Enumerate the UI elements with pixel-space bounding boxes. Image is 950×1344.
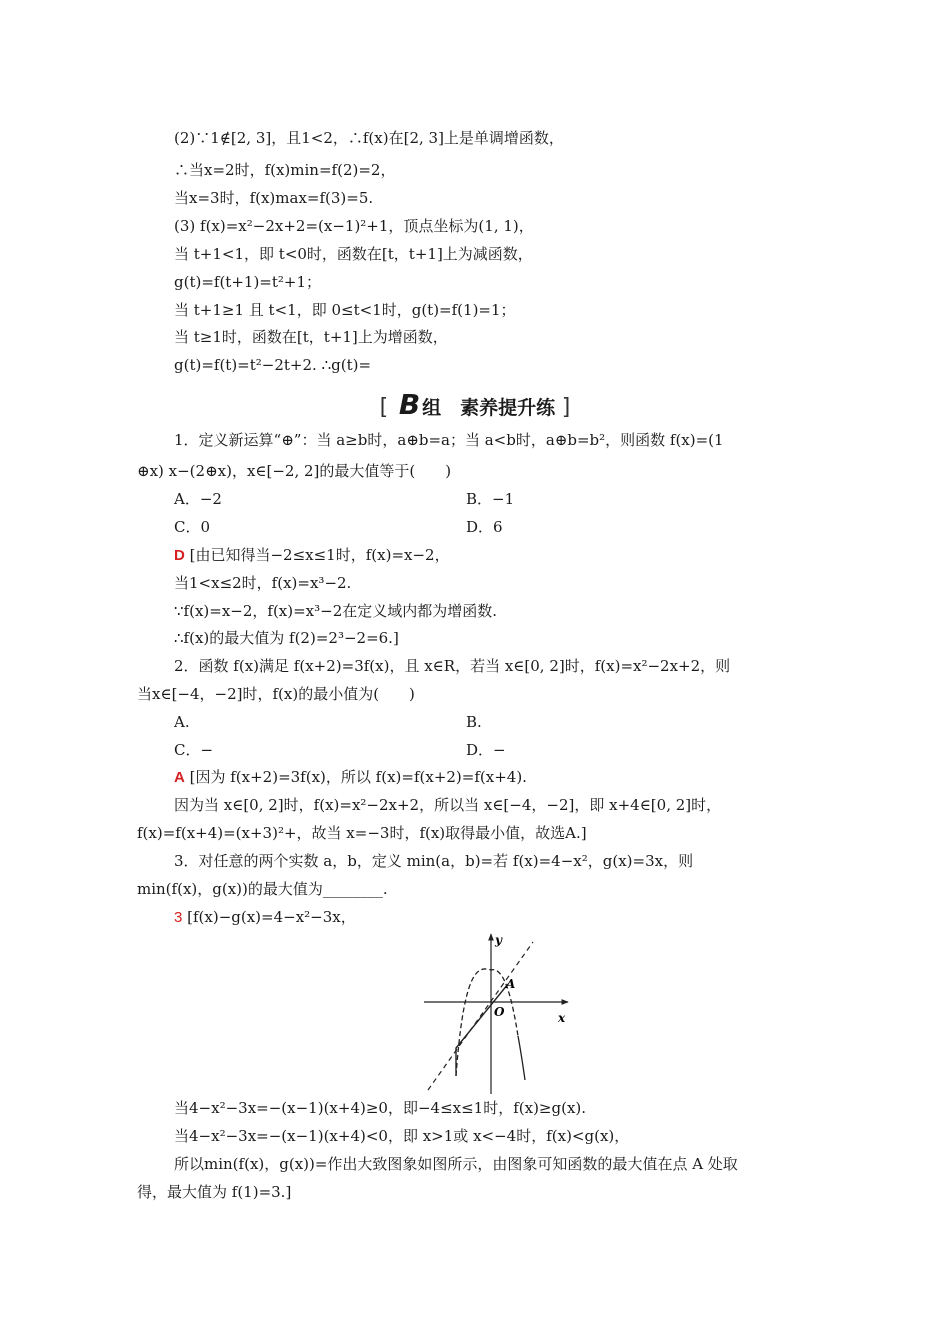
solution-line: 当1<x≤2时，f(x)=x³−2. [174, 574, 352, 592]
solution-text: [由已知得当−2≤x≤1时，f(x)=x−2， [189, 546, 450, 564]
answer-label: A [174, 769, 185, 786]
solution-line [174, 907, 356, 928]
text-line: (2)∵1∉[2, 3]，且1<2，∴f(x)在[2, 3]上是单调增函数， [174, 129, 564, 147]
point-a-label: A [506, 977, 516, 991]
question-stem: 当x∈[−4，−2]时，f(x)的最小值为( ) [137, 685, 415, 703]
option-c: C．0 [174, 518, 211, 536]
solution-line [174, 545, 450, 566]
option-a: A. [174, 713, 190, 731]
solution-line: 因为当 x∈[0, 2]时，f(x)=x²−2x+2，所以当 x∈[−4，−2]，即 x+4∈[0, 2]时， [174, 796, 722, 814]
parabola-solid [518, 1036, 525, 1080]
solution-line: 当4−x²−3x=−(x−1)(x+4)≥0，即−4≤x≤1时，f(x)≥g(x). [174, 1099, 587, 1117]
y-axis-label: y [495, 933, 502, 947]
option-d: D．6 [466, 518, 503, 536]
solution-line [174, 767, 527, 788]
text-line: 当 t+1<1，即 t<0时，函数在[t，t+1]上为减函数， [174, 245, 533, 263]
solution-line: ∴f(x)的最大值为 f(2)=2³−2=6.] [174, 629, 399, 647]
text-line: 当 t≥1时，函数在[t，t+1]上为增函数， [174, 328, 448, 346]
option-c: C．− [174, 741, 214, 759]
question-stem: 3．对任意的两个实数 a，b，定义 min(a，b)=若 f(x)=4−x²，g(x)=3x，则 [174, 852, 694, 870]
origin-label: O [494, 1005, 505, 1019]
header-letter: B [398, 388, 421, 421]
header-title: 组 素养提升练 [422, 397, 556, 419]
header-bracket-open: [ [379, 395, 389, 420]
line-dashed [428, 942, 533, 1090]
question-stem: 2．函数 f(x)满足 f(x+2)=3f(x)，且 x∈R，若当 x∈[0, 2]时，f(x)=x²−2x+2，则 [174, 657, 731, 675]
solution-line: 当4−x²−3x=−(x−1)(x+4)<0，即 x>1或 x<−4时，f(x)<g(x)， [174, 1127, 630, 1145]
question-stem: 1．定义新运算“⊕”：当 a≥b时，a⊕b=a；当 a<b时，a⊕b=b²，则函数 f(x)=(1 [174, 431, 724, 449]
question-stem: min(f(x)，g(x))的最大值为________. [137, 880, 388, 898]
solution-line: 所以min(f(x)，g(x))=作出大致图象如图所示，由图象可知函数的最大值在点 A 处取 [174, 1155, 738, 1173]
solution-line: ∵f(x)=x−2，f(x)=x³−2在定义域内都为增函数. [174, 602, 498, 620]
answer-label: 3 [174, 909, 183, 926]
question-stem: ⊕x) x−(2⊕x)，x∈[−2, 2]的最大值等于( ) [137, 462, 452, 480]
text-line: g(t)=f(t)=t²−2t+2. ∴g(t)= [174, 356, 372, 374]
section-header [0, 388, 950, 421]
solution-text: [f(x)−g(x)=4−x²−3x， [187, 908, 356, 926]
min-graph-solid [456, 984, 508, 1076]
solution-line: 得，最大值为 f(1)=3.] [137, 1183, 292, 1201]
solution-text: [因为 f(x+2)=3f(x)，所以 f(x)=f(x+2)=f(x+4). [189, 768, 527, 786]
option-b: B. [466, 713, 482, 731]
option-b: B．−1 [466, 490, 515, 508]
text-line: 当 t+1≥1 且 t<1，即 0≤t<1时，g(t)=f(1)=1； [174, 301, 516, 319]
text-line: 当x=3时，f(x)max=f(3)=5. [174, 189, 374, 207]
answer-label: D [174, 547, 185, 564]
text-line: (3) f(x)=x²−2x+2=(x−1)²+1，顶点坐标为(1, 1)， [174, 217, 534, 235]
text-line: ∴当x=2时，f(x)min=f(2)=2， [174, 161, 396, 179]
option-a: A．−2 [174, 490, 222, 508]
option-d: D．− [466, 741, 506, 759]
function-graph [420, 928, 580, 1098]
text-line: g(t)=f(t+1)=t²+1； [174, 273, 322, 291]
header-bracket-close: ] [561, 395, 571, 420]
x-axis-label: x [558, 1011, 566, 1025]
solution-line: f(x)=f(x+4)=(x+3)²+，故当 x=−3时，f(x)取得最小值，故选A.] [137, 824, 587, 842]
